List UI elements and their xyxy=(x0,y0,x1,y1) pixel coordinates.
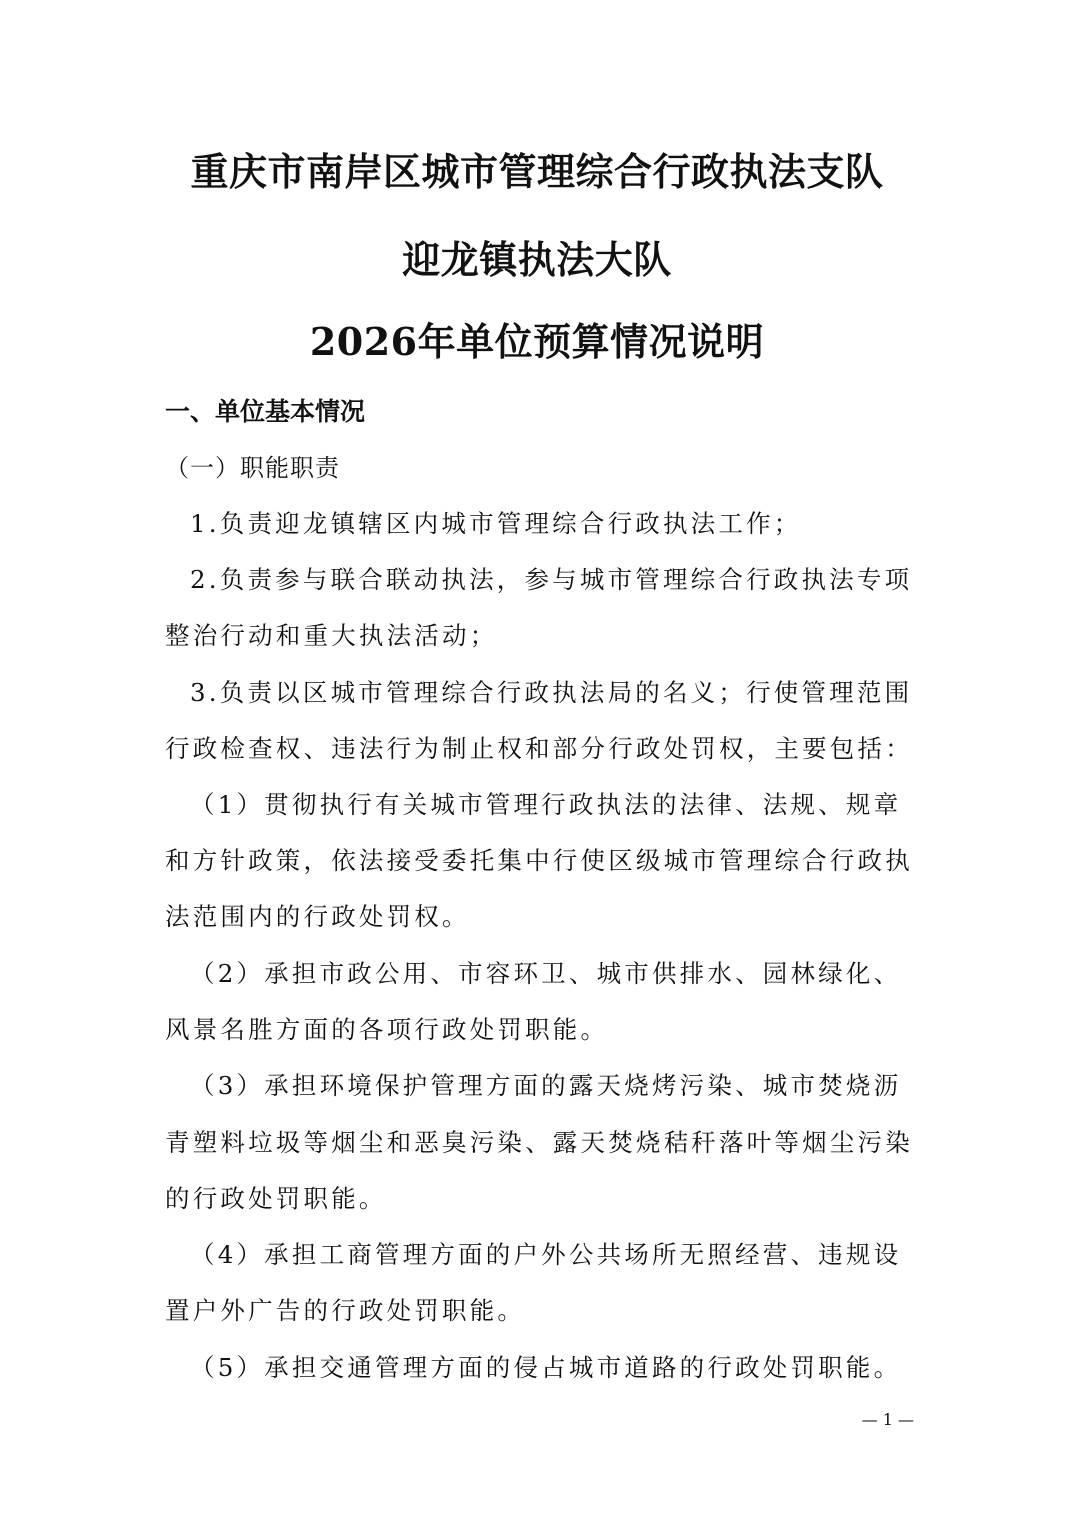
body-line: 法范围内的行政处罚权。 xyxy=(165,902,470,931)
body-line: 的行政处罚职能。 xyxy=(165,1184,387,1213)
body-line: 风景名胜方面的各项行政处罚职能。 xyxy=(165,1015,609,1044)
subsection-heading: （一）职能职责 xyxy=(165,454,340,482)
section-heading: 一、单位基本情况 xyxy=(165,397,366,426)
body-line: 1.负责迎龙镇辖区内城市管理综合行政执法工作； xyxy=(190,509,802,538)
body-line: 青塑料垃圾等烟尘和恶臭污染、露天焚烧秸秆落叶等烟尘污染 xyxy=(165,1128,913,1157)
title-line-2: 迎龙镇执法大队 xyxy=(402,237,672,282)
body-line: （3）承担环境保护管理方面的露天烧烤污染、城市焚烧沥 xyxy=(190,1071,902,1100)
body-line: 和方针政策，依法接受委托集中行使区级城市管理综合行政执 xyxy=(165,846,913,875)
body-line: 整治行动和重大执法活动； xyxy=(165,621,498,650)
body-line: （5）承担交通管理方面的侵占城市道路的行政处罚职能。 xyxy=(190,1353,902,1382)
body-line: 2.负责参与联合联动执法，参与城市管理综合行政执法专项 xyxy=(190,565,913,594)
body-line: （4）承担工商管理方面的户外公共场所无照经营、违规设 xyxy=(190,1240,902,1269)
body-line: 置户外广告的行政处罚职能。 xyxy=(165,1296,526,1325)
title-line-1: 重庆市南岸区城市管理综合行政执法支队 xyxy=(190,149,884,194)
body-line: 行政检查权、违法行为制止权和部分行政处罚权，主要包括： xyxy=(165,734,913,763)
page-number: — 1 — xyxy=(861,1410,914,1429)
body-line: （1）贯彻执行有关城市管理行政执法的法律、法规、规章 xyxy=(190,790,902,819)
body-line: （2）承担市政公用、市容环卫、城市供排水、园林绿化、 xyxy=(190,959,902,988)
body-line: 3.负责以区城市管理综合行政执法局的名义；行使管理范围 xyxy=(190,678,913,707)
title-line-3: 2026年单位预算情况说明 xyxy=(309,319,765,364)
